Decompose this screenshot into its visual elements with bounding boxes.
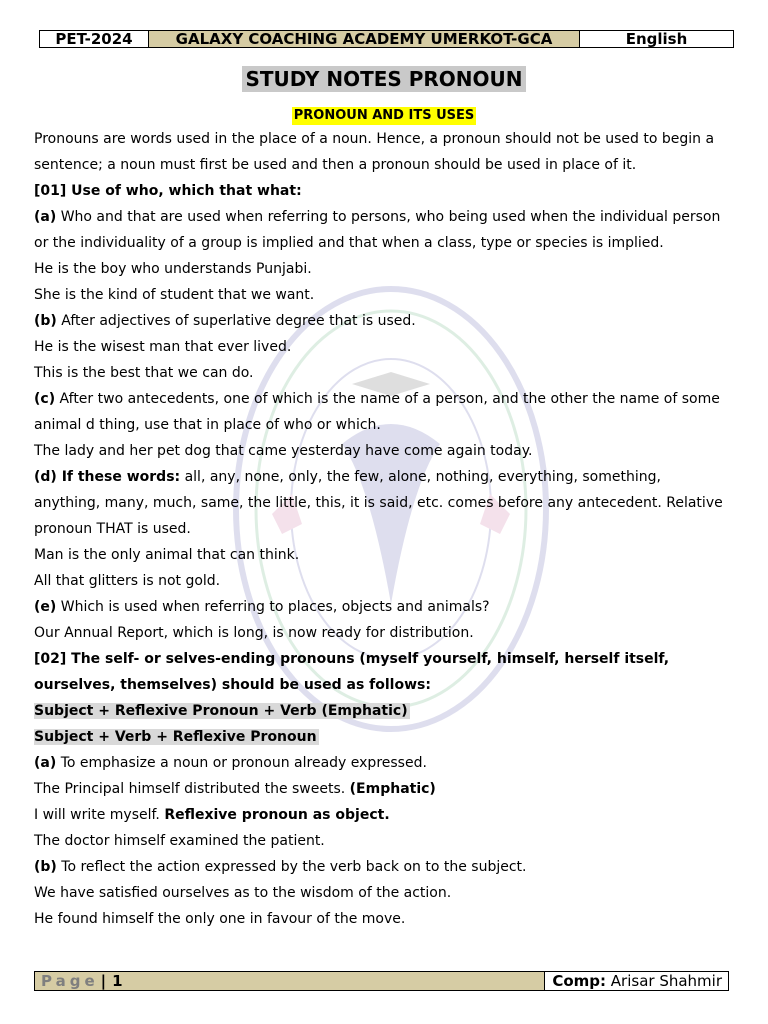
section-heading-02: [02] The self- or selves-ending pronouns (myself yourself, himself, herself itself, bbox=[34, 651, 670, 667]
example-line: The lady and her pet dog that came yesterday have come again today. bbox=[34, 443, 533, 459]
rule-d bbox=[34, 464, 734, 490]
rule-b bbox=[34, 308, 734, 334]
paragraph-line: anything, many, much, same, the little, this, it is said, etc. comes before any antecedent. Relative bbox=[34, 495, 723, 511]
example-line: He is the wisest man that ever lived. bbox=[34, 339, 292, 355]
header-exam: PET-2024 bbox=[40, 31, 149, 47]
notes-body bbox=[34, 126, 734, 932]
rule-e bbox=[34, 594, 734, 620]
page-header bbox=[39, 30, 734, 48]
example-line bbox=[34, 802, 734, 828]
rule-label: (c) bbox=[34, 391, 56, 407]
example-line: He is the boy who understands Punjabi. bbox=[34, 261, 312, 277]
section-heading-02-cont: ourselves, themselves) should be used as follows: bbox=[34, 677, 431, 693]
rule-c bbox=[34, 386, 734, 412]
example-line: All that glitters is not gold. bbox=[34, 573, 221, 589]
example-note: Reflexive pronoun as object. bbox=[164, 807, 390, 823]
rule-text: After adjectives of superlative degree that is used. bbox=[56, 313, 416, 329]
footer-comp-cell bbox=[544, 971, 729, 991]
rule-label: (e) bbox=[34, 599, 57, 615]
rule-text: Who and that are used when referring to persons, who being used when the individual person bbox=[56, 209, 721, 225]
footer-page-number: 1 bbox=[112, 972, 123, 990]
footer-comp-label: Comp: bbox=[552, 972, 606, 990]
footer-page-cell bbox=[34, 971, 544, 991]
rule-label: (b) bbox=[34, 859, 57, 875]
rule-label: (a) bbox=[34, 755, 57, 771]
footer-comp-name: Arisar Shahmir bbox=[610, 972, 722, 990]
example-line: Man is the only animal that can think. bbox=[34, 547, 300, 563]
example-line: She is the kind of student that we want. bbox=[34, 287, 315, 303]
example-line: He found himself the only one in favour of the move. bbox=[34, 911, 406, 927]
header-academy: GALAXY COACHING ACADEMY UMERKOT-GCA bbox=[149, 31, 580, 47]
example-line: The doctor himself examined the patient. bbox=[34, 833, 325, 849]
page-title: STUDY NOTES PRONOUN bbox=[242, 66, 525, 92]
formula-emphatic: Subject + Reflexive Pronoun + Verb (Emphatic) bbox=[34, 703, 408, 719]
footer-page-label: Page bbox=[41, 972, 99, 990]
rule-text: To reflect the action expressed by the verb back on to the subject. bbox=[56, 859, 527, 875]
example-line: Our Annual Report, which is long, is now ready for distribution. bbox=[34, 625, 474, 641]
page-footer bbox=[34, 971, 729, 991]
rule-text: To emphasize a noun or pronoun already expressed. bbox=[56, 755, 427, 771]
header-subject: English bbox=[625, 29, 688, 48]
rule-label: (b) bbox=[34, 313, 57, 329]
rule-text: all, any, none, only, the few, alone, nothing, everything, something, bbox=[180, 469, 661, 485]
formula-line bbox=[34, 724, 734, 750]
formula-reflexive: Subject + Verb + Reflexive Pronoun bbox=[34, 729, 317, 745]
rule-b-2 bbox=[34, 854, 734, 880]
example-line bbox=[34, 776, 734, 802]
section-heading-01: [01] Use of who, which that what: bbox=[34, 183, 302, 199]
formula-line bbox=[34, 698, 734, 724]
paragraph-line: animal d thing, use that in place of who or which. bbox=[34, 417, 381, 433]
rule-text: Which is used when referring to places, objects and animals? bbox=[56, 599, 490, 615]
example-line: We have satisfied ourselves as to the wisdom of the action. bbox=[34, 885, 452, 901]
paragraph-line: or the individuality of a group is implied and that when a class, type or species is implied. bbox=[34, 235, 664, 251]
paragraph-line: pronoun THAT is used. bbox=[34, 521, 191, 537]
rule-label: (d) If these words: bbox=[34, 469, 181, 485]
paragraph-line: sentence; a noun must first be used and then a pronoun should be used in place of it. bbox=[34, 157, 637, 173]
example-text: The Principal himself distributed the sweets. bbox=[34, 781, 350, 797]
example-text: I will write myself. bbox=[34, 807, 165, 823]
example-note: (Emphatic) bbox=[349, 781, 436, 797]
rule-a bbox=[34, 204, 734, 230]
footer-separator: | bbox=[100, 972, 107, 990]
rule-label: (a) bbox=[34, 209, 57, 225]
rule-text: After two antecedents, one of which is the name of a person, and the other the name of some bbox=[55, 391, 720, 407]
rule-a-2 bbox=[34, 750, 734, 776]
section-subtitle: PRONOUN AND ITS USES bbox=[293, 108, 475, 123]
example-line: This is the best that we can do. bbox=[34, 365, 254, 381]
paragraph-line: Pronouns are words used in the place of a noun. Hence, a pronoun should not be used to begin a bbox=[34, 131, 715, 147]
